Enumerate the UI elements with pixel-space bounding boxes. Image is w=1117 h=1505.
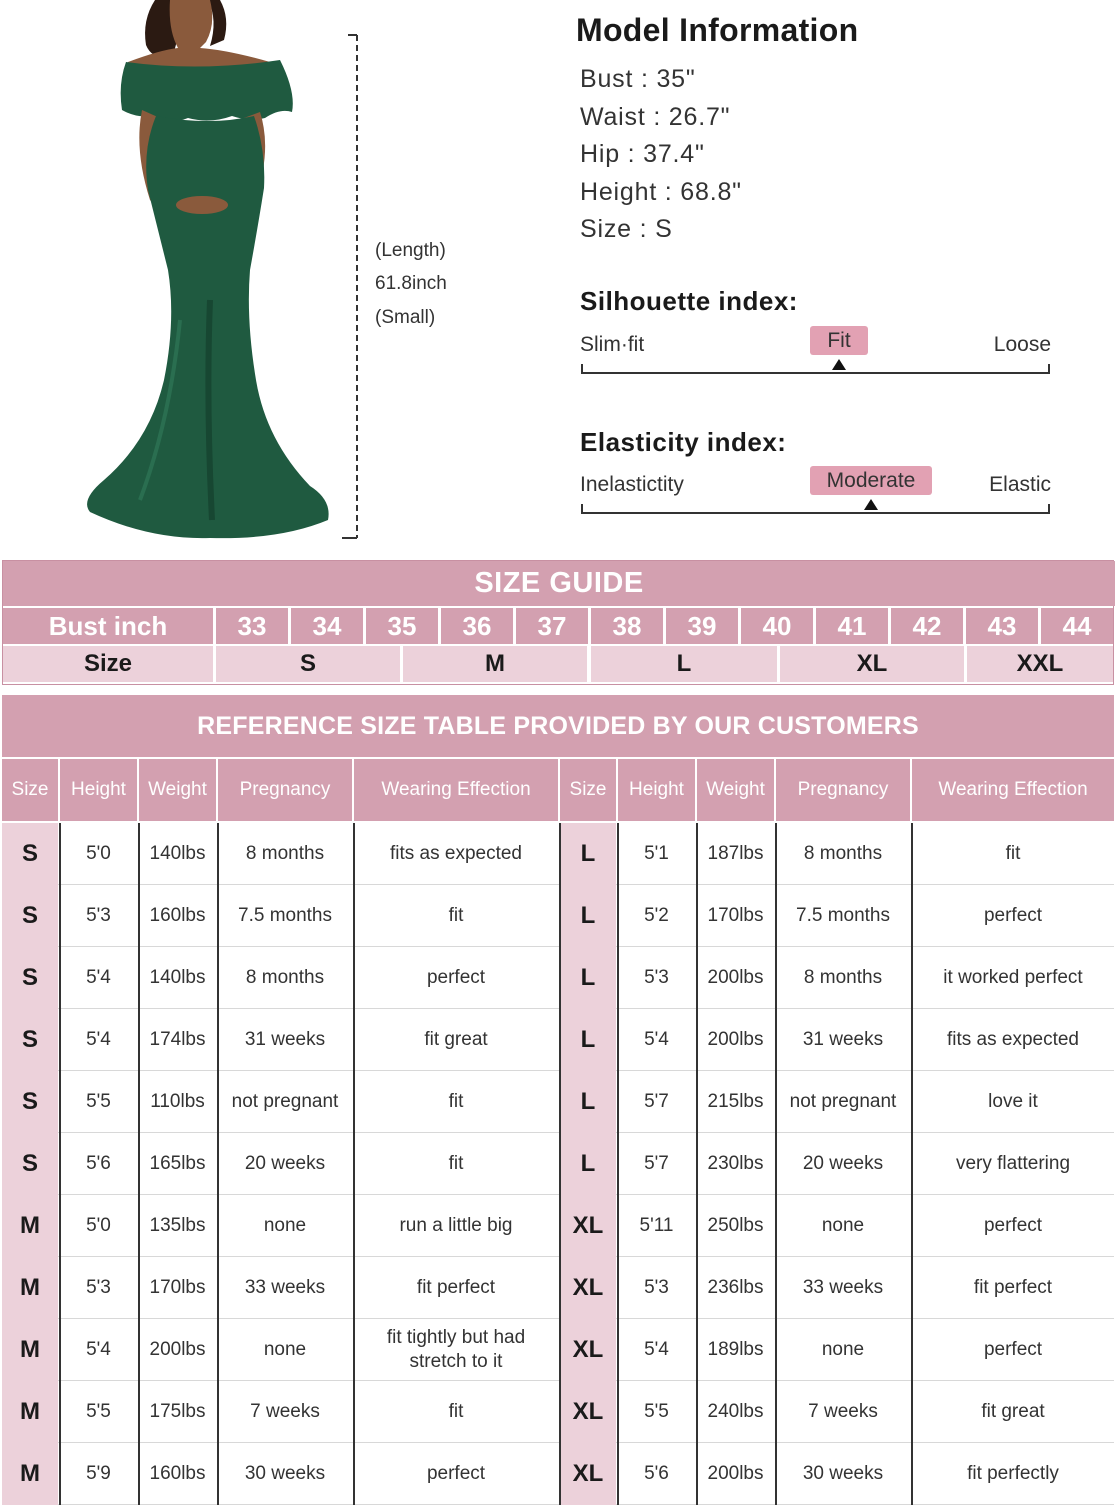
cell-height: 5'1 [644, 843, 669, 865]
cell-wearing-effection: fit great [424, 1029, 488, 1051]
bust-value: 44 [1041, 608, 1113, 644]
cell-pregnancy: 8 months [245, 843, 325, 865]
column-divider [217, 823, 219, 1505]
elasticity-left-label: Inelastictity [580, 473, 684, 496]
cell-height: 5'4 [86, 1029, 111, 1051]
bust-value: 40 [741, 608, 813, 644]
cell-height: 5'5 [644, 1401, 669, 1423]
bust-value: 37 [516, 608, 588, 644]
cell-height: 5'9 [86, 1463, 111, 1485]
bust-value: 42 [891, 608, 963, 644]
model-bust: Bust : 35" [580, 65, 696, 93]
cell-height: 5'4 [644, 1029, 669, 1051]
model-photo [60, 0, 350, 545]
cell-weight: 140lbs [149, 967, 206, 989]
cell-wearing-effection: fit perfect [973, 1277, 1053, 1299]
cell-wearing-effection: fit tightly but had stretch to it [386, 1327, 526, 1372]
cell-weight: 230lbs [707, 1153, 764, 1175]
cell-pregnancy: none [821, 1339, 865, 1361]
silhouette-badge: Fit [810, 326, 868, 355]
cell-pregnancy: not pregnant [231, 1091, 339, 1113]
cell-wearing-effection: fit [448, 1091, 464, 1113]
col-header-height: Height [618, 759, 695, 821]
cell-weight: 200lbs [707, 967, 764, 989]
bust-inch-label: Bust inch [3, 608, 213, 644]
col-header-size: Size [2, 759, 58, 821]
cell-wearing-effection: fit [448, 905, 464, 927]
cell-height: 5'5 [86, 1091, 111, 1113]
cell-height: 5'3 [86, 905, 111, 927]
cell-pregnancy: 7.5 months [238, 905, 332, 927]
cell-size: XL [560, 1443, 616, 1505]
cell-weight: 140lbs [149, 843, 206, 865]
cell-pregnancy: none [263, 1215, 307, 1237]
cell-pregnancy: 8 months [803, 967, 883, 989]
table-row [2, 1381, 1114, 1443]
cell-pregnancy: none [821, 1215, 865, 1237]
cell-weight: 160lbs [149, 1463, 206, 1485]
cell-wearing-effection: fit [448, 1401, 464, 1423]
column-divider [138, 823, 140, 1505]
cell-height: 5'3 [86, 1277, 111, 1299]
col-header-pregnancy: Pregnancy [776, 759, 910, 821]
col-header-wearing-effection: Wearing Effection [912, 759, 1114, 821]
size-l: L [591, 646, 777, 682]
model-height: Height : 68.8" [580, 178, 742, 206]
cell-wearing-effection: fit [448, 1153, 464, 1175]
col-header-weight: Weight [697, 759, 774, 821]
cell-wearing-effection: fits as expected [389, 843, 523, 865]
size-label: Size [3, 646, 213, 682]
bust-value: 34 [291, 608, 363, 644]
cell-size: S [2, 1009, 58, 1071]
model-waist: Waist : 26.7" [580, 103, 731, 131]
cell-wearing-effection: very flattering [955, 1153, 1071, 1175]
col-header-pregnancy: Pregnancy [218, 759, 352, 821]
col-header-wearing-effection: Wearing Effection [354, 759, 558, 821]
cell-weight: 215lbs [707, 1091, 764, 1113]
cell-weight: 200lbs [149, 1339, 206, 1361]
column-divider [59, 823, 61, 1505]
size-xl: XL [780, 646, 964, 682]
size-m: M [403, 646, 587, 682]
cell-pregnancy: 31 weeks [802, 1029, 884, 1051]
table-row [2, 823, 1114, 885]
cell-size: XL [560, 1257, 616, 1319]
cell-wearing-effection: fit great [981, 1401, 1045, 1423]
cell-size: S [2, 1071, 58, 1133]
column-divider [911, 823, 913, 1505]
cell-pregnancy: 33 weeks [802, 1277, 884, 1299]
cell-height: 5'3 [644, 1277, 669, 1299]
cell-weight: 165lbs [149, 1153, 206, 1175]
cell-weight: 189lbs [707, 1339, 764, 1361]
cell-height: 5'4 [86, 1339, 111, 1361]
cell-pregnancy: 31 weeks [244, 1029, 326, 1051]
size-xxl: XXL [967, 646, 1113, 682]
cell-wearing-effection: perfect [983, 905, 1043, 927]
elasticity-index-title: Elasticity index: [580, 427, 787, 457]
cell-weight: 187lbs [707, 843, 764, 865]
cell-pregnancy: not pregnant [789, 1091, 897, 1113]
cell-pregnancy: 20 weeks [802, 1153, 884, 1175]
cell-pregnancy: 30 weeks [244, 1463, 326, 1485]
length-value: 61.8inch [375, 273, 447, 294]
cell-size: XL [560, 1195, 616, 1257]
cell-pregnancy: none [263, 1339, 307, 1361]
cell-height: 5'5 [86, 1401, 111, 1423]
table-row [2, 1257, 1114, 1319]
cell-weight: 200lbs [707, 1463, 764, 1485]
cell-size: L [560, 1009, 616, 1071]
column-divider [559, 823, 561, 1505]
col-header-size: Size [560, 759, 616, 821]
cell-size: S [2, 885, 58, 947]
cell-height: 5'6 [644, 1463, 669, 1485]
cell-size: M [2, 1319, 58, 1381]
model-size: Size : S [580, 215, 673, 243]
table-row [2, 1071, 1114, 1133]
cell-weight: 174lbs [149, 1029, 206, 1051]
cell-pregnancy: 7.5 months [796, 905, 890, 927]
cell-height: 5'7 [644, 1153, 669, 1175]
cell-weight: 170lbs [707, 905, 764, 927]
model-hands [176, 196, 228, 214]
table-row [2, 1443, 1114, 1505]
cell-size: M [2, 1443, 58, 1505]
cell-wearing-effection: fit perfectly [967, 1463, 1059, 1485]
cell-pregnancy: 7 weeks [808, 1401, 878, 1423]
model-info-title: Model Information [576, 12, 859, 48]
cell-wearing-effection: run a little big [399, 1215, 513, 1237]
cell-weight: 135lbs [149, 1215, 206, 1237]
bust-value: 35 [366, 608, 438, 644]
cell-size: S [2, 947, 58, 1009]
cell-weight: 160lbs [149, 905, 206, 927]
table-row [2, 1195, 1114, 1257]
cell-height: 5'7 [644, 1091, 669, 1113]
bust-value: 41 [816, 608, 888, 644]
elasticity-pointer-icon [864, 499, 878, 510]
col-header-weight: Weight [139, 759, 216, 821]
column-divider [696, 823, 698, 1505]
cell-height: 5'2 [644, 905, 669, 927]
cell-size: S [2, 823, 58, 885]
length-size: (Small) [375, 307, 436, 328]
cell-weight: 250lbs [707, 1215, 764, 1237]
silhouette-pointer-icon [832, 359, 846, 370]
bust-value: 43 [966, 608, 1038, 644]
cell-size: L [560, 885, 616, 947]
table-row [2, 885, 1114, 947]
size-guide-title: SIZE GUIDE [3, 561, 1115, 606]
table-row [2, 947, 1114, 1009]
cell-wearing-effection: it worked perfect [943, 967, 1083, 989]
cell-wearing-effection: perfect [426, 967, 486, 989]
cell-wearing-effection: perfect [426, 1463, 486, 1485]
cell-size: L [560, 1133, 616, 1195]
cell-wearing-effection: love it [988, 1091, 1038, 1113]
table-row [2, 1133, 1114, 1195]
column-divider [353, 823, 355, 1505]
cell-height: 5'11 [639, 1215, 674, 1237]
bust-value: 33 [216, 608, 288, 644]
cell-size: S [2, 1133, 58, 1195]
cell-size: L [560, 823, 616, 885]
cell-wearing-effection: fit [1005, 843, 1021, 865]
size-s: S [216, 646, 400, 682]
cell-size: XL [560, 1381, 616, 1443]
size-guide [2, 560, 1114, 685]
silhouette-right-label: Loose [993, 333, 1051, 356]
reference-table-title: REFERENCE SIZE TABLE PROVIDED BY OUR CUSTOMERS [2, 695, 1114, 757]
table-row [2, 1009, 1114, 1071]
cell-height: 5'4 [644, 1339, 669, 1361]
cell-wearing-effection: fit perfect [416, 1277, 496, 1299]
cell-height: 5'4 [86, 967, 111, 989]
cell-size: M [2, 1257, 58, 1319]
silhouette-left-label: Slim·fit [580, 333, 645, 356]
cell-wearing-effection: perfect [983, 1339, 1043, 1361]
table-row [2, 1319, 1114, 1381]
column-divider [617, 823, 619, 1505]
cell-pregnancy: 33 weeks [244, 1277, 326, 1299]
bust-value: 36 [441, 608, 513, 644]
model-hip: Hip : 37.4" [580, 140, 705, 168]
cell-weight: 175lbs [149, 1401, 206, 1423]
length-label: (Length) [375, 240, 446, 261]
cell-size: L [560, 1071, 616, 1133]
elasticity-scale-line [581, 504, 1050, 514]
cell-weight: 240lbs [707, 1401, 764, 1423]
cell-size: M [2, 1195, 58, 1257]
dress-shading [208, 300, 212, 520]
col-header-height: Height [60, 759, 137, 821]
cell-pregnancy: 8 months [245, 967, 325, 989]
cell-wearing-effection: fits as expected [946, 1029, 1080, 1051]
cell-wearing-effection: perfect [983, 1215, 1043, 1237]
silhouette-scale-line [581, 364, 1050, 374]
cell-weight: 110lbs [150, 1091, 205, 1113]
cell-weight: 200lbs [707, 1029, 764, 1051]
cell-pregnancy: 30 weeks [802, 1463, 884, 1485]
cell-weight: 236lbs [707, 1277, 764, 1299]
silhouette-index-title: Silhouette index: [580, 286, 798, 316]
elasticity-badge: Moderate [810, 466, 932, 495]
column-divider [775, 823, 777, 1505]
cell-size: XL [560, 1319, 616, 1381]
bust-value: 38 [591, 608, 663, 644]
bust-value: 39 [666, 608, 738, 644]
cell-pregnancy: 20 weeks [244, 1153, 326, 1175]
cell-height: 5'0 [86, 843, 111, 865]
elasticity-right-label: Elastic [989, 473, 1051, 496]
cell-height: 5'0 [86, 1215, 111, 1237]
cell-height: 5'6 [86, 1153, 111, 1175]
cell-size: L [560, 947, 616, 1009]
cell-size: M [2, 1381, 58, 1443]
cell-pregnancy: 7 weeks [250, 1401, 320, 1423]
length-measure-line [340, 30, 370, 545]
cell-pregnancy: 8 months [803, 843, 883, 865]
cell-weight: 170lbs [149, 1277, 206, 1299]
cell-height: 5'3 [644, 967, 669, 989]
